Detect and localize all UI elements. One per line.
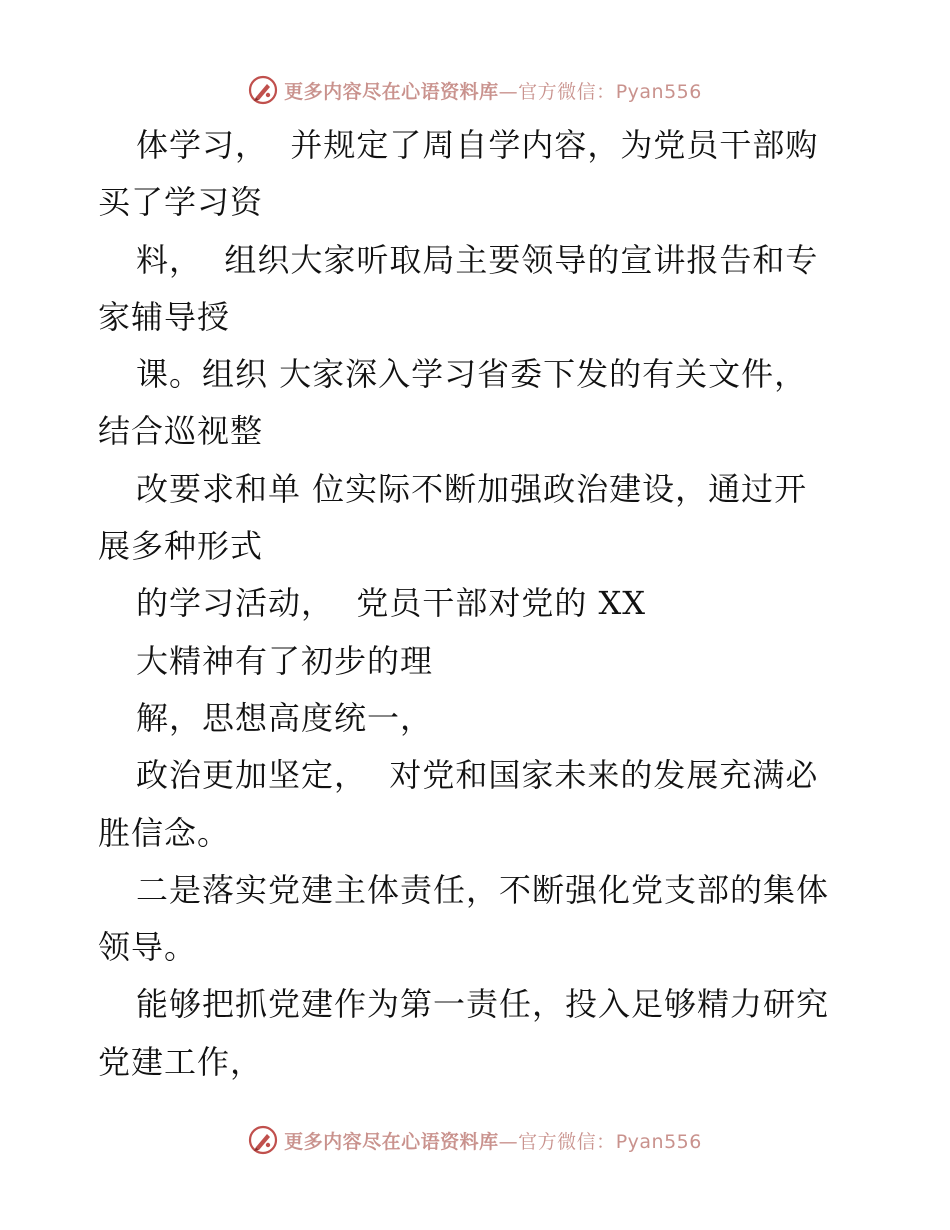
watermark-separator: — <box>498 1130 519 1153</box>
watermark-contact-label: 官方微信： <box>518 80 616 103</box>
body-line: 课。组织 大家深入学习省委下发的有关文件， <box>136 355 808 394</box>
body-line: 能够把抓党建作为第一责任，投入足够精力研究 <box>136 985 830 1024</box>
red-pen-logo-icon <box>248 1125 278 1155</box>
watermark-separator: — <box>498 80 519 103</box>
footer-watermark <box>0 1120 950 1160</box>
body-line: 展多种形式 <box>98 527 264 566</box>
body-line: 党建工作， <box>98 1042 264 1081</box>
body-line: 家辅导授 <box>98 297 231 336</box>
watermark-contact-id: Pyan556 <box>615 80 702 103</box>
watermark-text <box>284 1127 702 1154</box>
body-line: 结合巡视整 <box>98 412 264 451</box>
watermark-contact-id: Pyan556 <box>615 1130 702 1153</box>
header-watermark <box>0 70 950 110</box>
body-line: 政治更加坚定， 对党和国家未来的发展充满必 <box>136 756 819 795</box>
body-line: 料， 组织大家听取局主要领导的宣讲报告和专 <box>136 240 819 279</box>
document-body <box>98 117 858 1091</box>
body-line: 体学习， 并规定了周自学内容，为党员干部购 <box>136 126 819 164</box>
watermark-contact-label: 官方微信： <box>518 1130 616 1153</box>
body-line: 买了学习资 <box>98 183 264 222</box>
body-line: 改要求和单 位实际不断加强政治建设，通过开 <box>136 469 808 508</box>
body-line: 领导。 <box>98 928 198 967</box>
body-line: 解，思想高度统一， <box>136 698 434 737</box>
watermark-text <box>284 77 702 104</box>
red-pen-logo-icon <box>248 75 278 105</box>
body-line: 的学习活动， 党员干部对党的 XX <box>136 584 647 623</box>
body-line: 二是落实党建主体责任，不断强化党支部的集体 <box>136 870 830 909</box>
watermark-site: 更多内容尽在心语资料库 <box>284 80 499 103</box>
body-line: 胜信念。 <box>98 813 231 852</box>
watermark-site: 更多内容尽在心语资料库 <box>284 1130 499 1153</box>
body-line: 大精神有了初步的理 <box>136 641 434 680</box>
